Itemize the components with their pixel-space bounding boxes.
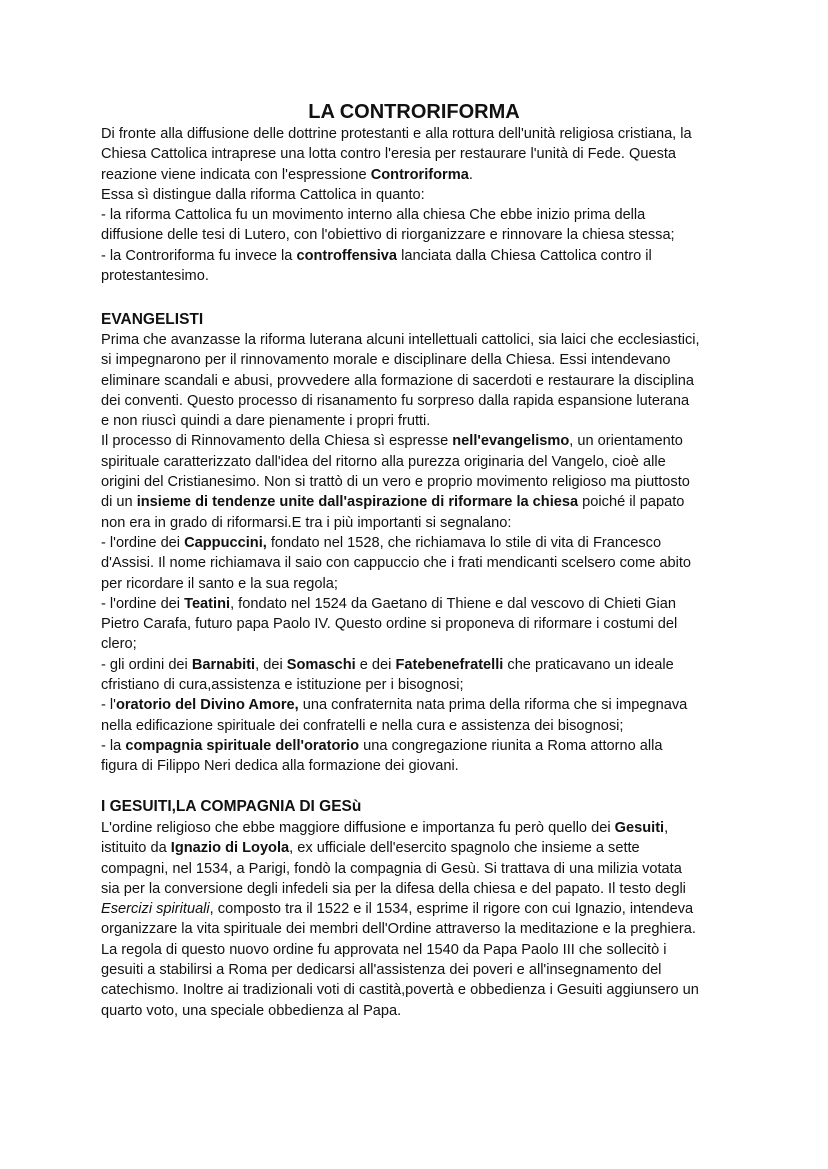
text-line <box>101 472 741 492</box>
intro-paragraph <box>101 124 741 286</box>
text-segment: quarto voto, una speciale obbedienza al Papa. <box>101 1002 402 1019</box>
document-title: LA CONTRORIFORMA <box>308 101 520 123</box>
text-segment: gesuiti a stabilirsi a Roma per dedicarsi all'assistenza dei poveri e all'insegnamento del <box>101 962 662 979</box>
text-segment: catechismo. Inoltre ai tradizionali voti di castità,povertà e obbedienza i Gesuiti aggiunsero un <box>101 982 699 999</box>
text-segment: - la Controriforma fu invece la <box>101 247 297 264</box>
text-segment: , composto tra il 1522 e il 1534, esprime il rigore con cui Ignazio, intendeva <box>209 901 694 918</box>
text-segment: diffusione delle tesi di Lutero, con l'obiettivo di riorganizzare e rinnovare la chiesa stessa; <box>101 227 675 244</box>
bold-text: Teatini <box>184 595 231 612</box>
text-segment: Di fronte alla diffusione delle dottrine protestanti e alla rottura dell'unità religiosa cristiana, la <box>101 126 692 142</box>
text-line <box>101 266 741 286</box>
text-line <box>101 1001 741 1021</box>
text-line <box>101 124 741 144</box>
text-segment: eliminare scandali e abusi, provvedere alla formazione di sacerdoti e restaurare la disciplina <box>101 372 694 389</box>
text-line <box>101 330 741 350</box>
text-line <box>101 675 741 695</box>
text-line <box>101 452 741 472</box>
text-line <box>101 205 741 225</box>
text-segment: fondato nel 1528, che richiamava lo stile di vita di Francesco <box>266 534 662 551</box>
bold-text: Ignazio di Loyola <box>170 840 290 857</box>
text-segment: , ex ufficiale dell'esercito spagnolo che insieme a sette <box>289 840 640 857</box>
text-segment: una congregazione riunita a Roma attorno alla <box>359 737 663 754</box>
text-segment: - la riforma Cattolica fu un movimento interno alla chiesa Che ebbe inizio prima della <box>101 207 646 224</box>
text-segment: istituito da <box>101 840 171 857</box>
text-segment: d'Assisi. Il nome richiamava il saio con cappuccio che i frati mendicanti scelsero come abito <box>101 555 692 572</box>
text-line <box>101 634 741 654</box>
text-line <box>101 492 741 512</box>
text-segment: , <box>664 820 669 836</box>
text-line <box>101 246 741 266</box>
text-line <box>101 225 741 245</box>
text-line <box>101 391 741 411</box>
text-line <box>101 431 741 451</box>
text-line <box>101 594 741 614</box>
text-line <box>101 614 741 634</box>
bold-text: oratorio del Divino Amore, <box>115 697 299 714</box>
bold-text: Barnabiti <box>191 656 256 673</box>
text-line <box>101 756 741 776</box>
text-line <box>101 553 741 573</box>
evangelisti-paragraph <box>101 330 741 777</box>
text-segment: clero; <box>101 636 137 653</box>
text-line <box>101 165 741 185</box>
text-line <box>101 695 741 715</box>
text-segment: poiché il papato <box>578 494 685 511</box>
text-segment: figura di Filippo Neri dedica alla formazione dei giovani. <box>101 758 459 775</box>
section-heading-gesuiti: I GESUITI,LA COMPAGNIA DI GESù <box>101 798 362 815</box>
text-segment: Pietro Carafa, futuro papa Paolo IV. Questo ordine si proponeva di riformare i costumi del <box>101 616 678 633</box>
text-segment: - la <box>101 737 126 754</box>
text-line <box>101 350 741 370</box>
text-segment: - l'ordine dei <box>101 534 185 551</box>
bold-text: nell'evangelismo <box>452 433 570 450</box>
text-segment: - l' <box>101 697 116 714</box>
text-segment: e dei <box>355 656 396 673</box>
text-segment: sia per la conversione degli infedeli sia per la difesa della chiesa e del papato. Il testo degli <box>101 880 686 897</box>
text-line <box>101 411 741 431</box>
text-segment: La regola di questo nuovo ordine fu approvata nel 1540 da Papa Paolo III che sollecitò i <box>101 941 667 958</box>
text-segment: reazione viene indicata con l'espressione <box>101 166 371 183</box>
text-segment: compagni, nel 1534, a Parigi, fondò la compagnia di Gesù. Si trattava di una milizia votata <box>101 860 682 877</box>
text-segment: . <box>468 166 473 183</box>
text-segment: di un <box>101 494 137 511</box>
text-line <box>101 574 741 594</box>
text-segment: per ricordare il santo e la sua regola; <box>101 575 338 592</box>
bold-text: Somaschi <box>286 656 356 673</box>
text-line <box>101 818 741 838</box>
text-segment: , fondato nel 1524 da Gaetano di Thiene e dal vescovo di Chieti Gian <box>230 595 677 612</box>
text-segment: che praticavano un ideale <box>503 656 674 673</box>
text-segment: L'ordine religioso che ebbe maggiore diffusione e importanza fu però quello dei <box>101 820 615 836</box>
italic-text: Esercizi spirituali <box>101 901 210 918</box>
bold-text: Gesuiti <box>614 820 665 836</box>
bold-text: Controriforma <box>370 166 469 183</box>
text-line <box>101 144 741 164</box>
text-segment: dei conventi. Questo processo di risanamento fu sorpreso dalla rapida espansione luterana <box>101 392 690 409</box>
bold-text: Fatebenefratelli <box>395 656 504 673</box>
gesuiti-paragraph <box>101 818 741 1021</box>
text-segment: Prima che avanzasse la riforma luterana alcuni intellettuali cattolici, sia laici che ecclesiastici, <box>101 332 700 348</box>
text-segment: e non riuscì quindi a dare pienamente i propri frutti. <box>101 413 431 430</box>
text-line <box>101 655 741 675</box>
text-segment: - l'ordine dei <box>101 595 185 612</box>
text-segment: Essa sì distingue dalla riforma Cattolica in quanto: <box>101 186 425 203</box>
text-line <box>101 879 741 899</box>
text-line <box>101 899 741 919</box>
text-segment: origini del Cristianesimo. Non si trattò di un vero e proprio movimento religioso ma piuttosto <box>101 474 690 491</box>
text-segment: protestantesimo. <box>101 268 209 285</box>
text-line <box>101 940 741 960</box>
text-line <box>101 838 741 858</box>
text-line <box>101 859 741 879</box>
text-segment: cfristiano di cura,assistenza e istituzione per i bisognosi; <box>101 677 464 694</box>
text-segment: si impegnarono per il rinnovamento morale e disciplinare della Chiesa. Essi intendevano <box>101 352 671 369</box>
text-segment: organizzare la vita spirituale dei membri dell'Ordine attraverso la meditazione e la preghiera. <box>101 921 696 938</box>
section-heading-evangelisti: EVANGELISTI <box>101 311 204 328</box>
text-segment: lanciata dalla Chiesa Cattolica contro il <box>397 247 652 264</box>
text-segment: , dei <box>255 656 287 673</box>
bold-text: Cappuccini, <box>184 534 267 551</box>
text-line <box>101 716 741 736</box>
text-segment: una confraternita nata prima della riforma che si impegnava <box>298 697 688 714</box>
bold-text: compagnia spirituale dell'oratorio <box>125 737 360 754</box>
text-line <box>101 185 741 205</box>
text-line <box>101 533 741 553</box>
text-segment: Chiesa Cattolica intraprese una lotta contro l'eresia per restaurare l'unità di Fede. Questa <box>101 146 677 163</box>
text-line <box>101 736 741 756</box>
text-line <box>101 919 741 939</box>
text-segment: nella edificazione spirituale dei confratelli e nella cura e assistenza dei bisognosi; <box>101 717 624 734</box>
text-segment: , un orientamento <box>569 433 683 450</box>
text-line <box>101 960 741 980</box>
text-segment: Il processo di Rinnovamento della Chiesa sì espresse <box>101 433 453 450</box>
text-segment: non era in grado di riformarsi.E tra i più importanti si segnalano: <box>101 514 512 531</box>
text-segment: - gli ordini dei <box>101 656 192 673</box>
text-line <box>101 513 741 533</box>
text-segment: spirituale caratterizzato dall'idea del ritorno alla purezza originaria del Vangelo, cioè alle <box>101 453 666 470</box>
bold-text: insieme di tendenze unite dall'aspirazione di riformare la chiesa <box>136 494 579 511</box>
text-line <box>101 980 741 1000</box>
bold-text: controffensiva <box>296 247 398 264</box>
text-line <box>101 371 741 391</box>
